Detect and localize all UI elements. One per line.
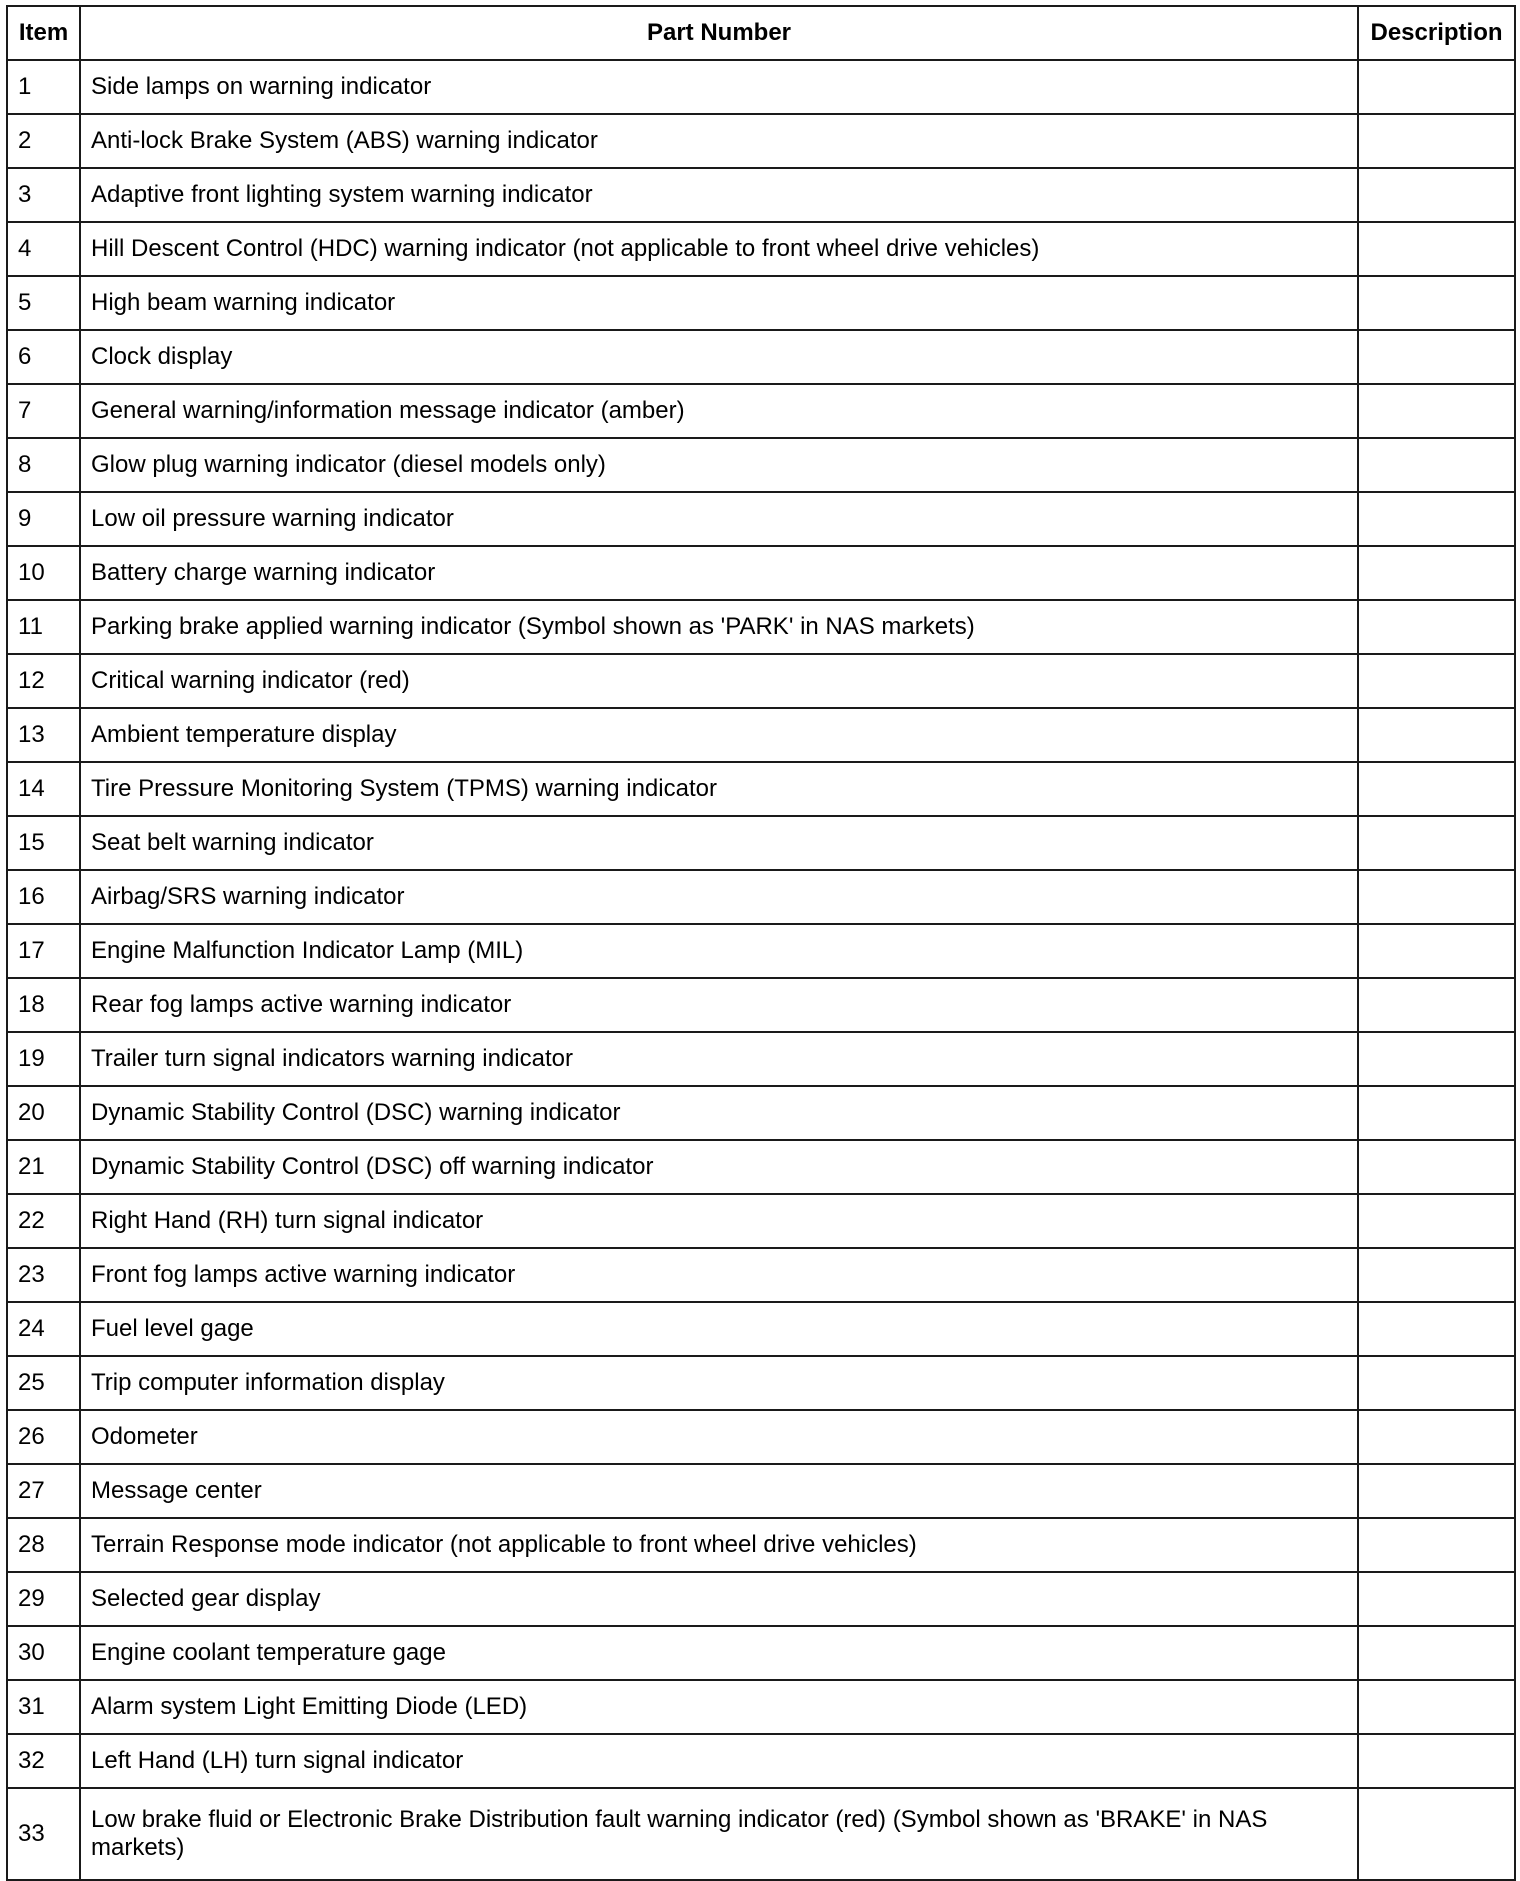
part-number-cell: Terrain Response mode indicator (not applicable to front wheel drive vehicles) — [80, 1518, 1358, 1572]
part-number-cell: General warning/information message indicator (amber) — [80, 384, 1358, 438]
item-number-cell: 13 — [7, 708, 80, 762]
document-page — [6, 5, 1514, 1881]
description-cell — [1358, 546, 1515, 600]
item-number-cell: 25 — [7, 1356, 80, 1410]
part-number-cell: Glow plug warning indicator (diesel models only) — [80, 438, 1358, 492]
item-number-cell: 30 — [7, 1626, 80, 1680]
item-number-cell: 23 — [7, 1248, 80, 1302]
description-cell — [1358, 330, 1515, 384]
table-row — [7, 1464, 1515, 1518]
description-cell — [1358, 1464, 1515, 1518]
table-row — [7, 546, 1515, 600]
table-row — [7, 60, 1515, 114]
item-number-cell: 9 — [7, 492, 80, 546]
table-row — [7, 1734, 1515, 1788]
part-number-cell: Right Hand (RH) turn signal indicator — [80, 1194, 1358, 1248]
table-row — [7, 1086, 1515, 1140]
item-number-cell: 16 — [7, 870, 80, 924]
column-header-item: Item — [7, 6, 80, 60]
part-number-cell: Trip computer information display — [80, 1356, 1358, 1410]
part-number-cell: Trailer turn signal indicators warning indicator — [80, 1032, 1358, 1086]
description-cell — [1358, 1356, 1515, 1410]
table-row — [7, 1680, 1515, 1734]
part-number-cell: Battery charge warning indicator — [80, 546, 1358, 600]
description-cell — [1358, 1734, 1515, 1788]
item-number-cell: 17 — [7, 924, 80, 978]
part-number-cell: Selected gear display — [80, 1572, 1358, 1626]
table-row — [7, 708, 1515, 762]
table-row — [7, 1572, 1515, 1626]
table-row — [7, 1356, 1515, 1410]
table-row — [7, 600, 1515, 654]
item-number-cell: 32 — [7, 1734, 80, 1788]
description-cell — [1358, 384, 1515, 438]
part-number-cell: Adaptive front lighting system warning indicator — [80, 168, 1358, 222]
item-number-cell: 2 — [7, 114, 80, 168]
table-row — [7, 114, 1515, 168]
item-number-cell: 33 — [7, 1788, 80, 1880]
item-number-cell: 21 — [7, 1140, 80, 1194]
item-number-cell: 11 — [7, 600, 80, 654]
description-cell — [1358, 60, 1515, 114]
table-row — [7, 276, 1515, 330]
table-row — [7, 168, 1515, 222]
item-number-cell: 8 — [7, 438, 80, 492]
item-number-cell: 6 — [7, 330, 80, 384]
description-cell — [1358, 924, 1515, 978]
item-number-cell: 20 — [7, 1086, 80, 1140]
table-row — [7, 1194, 1515, 1248]
part-number-cell: Left Hand (LH) turn signal indicator — [80, 1734, 1358, 1788]
table-row — [7, 1626, 1515, 1680]
item-number-cell: 19 — [7, 1032, 80, 1086]
table-row — [7, 1410, 1515, 1464]
description-cell — [1358, 168, 1515, 222]
part-number-cell: Dynamic Stability Control (DSC) off warning indicator — [80, 1140, 1358, 1194]
part-number-cell: Alarm system Light Emitting Diode (LED) — [80, 1680, 1358, 1734]
table-body — [7, 60, 1515, 1880]
item-number-cell: 12 — [7, 654, 80, 708]
part-number-cell: Side lamps on warning indicator — [80, 60, 1358, 114]
column-header-part-number: Part Number — [80, 6, 1358, 60]
part-number-cell: Low oil pressure warning indicator — [80, 492, 1358, 546]
part-number-cell: Clock display — [80, 330, 1358, 384]
part-number-cell: Dynamic Stability Control (DSC) warning indicator — [80, 1086, 1358, 1140]
table-row — [7, 222, 1515, 276]
description-cell — [1358, 978, 1515, 1032]
part-number-cell: Seat belt warning indicator — [80, 816, 1358, 870]
part-number-cell: Critical warning indicator (red) — [80, 654, 1358, 708]
table-row — [7, 870, 1515, 924]
table-row — [7, 762, 1515, 816]
item-number-cell: 28 — [7, 1518, 80, 1572]
part-number-cell: Ambient temperature display — [80, 708, 1358, 762]
item-number-cell: 18 — [7, 978, 80, 1032]
table-row — [7, 492, 1515, 546]
part-number-cell: Front fog lamps active warning indicator — [80, 1248, 1358, 1302]
column-header-description: Description — [1358, 6, 1515, 60]
description-cell — [1358, 1410, 1515, 1464]
description-cell — [1358, 870, 1515, 924]
description-cell — [1358, 222, 1515, 276]
table-row — [7, 1248, 1515, 1302]
item-number-cell: 31 — [7, 1680, 80, 1734]
item-number-cell: 10 — [7, 546, 80, 600]
description-cell — [1358, 1626, 1515, 1680]
table-row — [7, 1032, 1515, 1086]
parts-table — [6, 5, 1516, 1881]
part-number-cell: Airbag/SRS warning indicator — [80, 870, 1358, 924]
table-row — [7, 924, 1515, 978]
description-cell — [1358, 816, 1515, 870]
item-number-cell: 5 — [7, 276, 80, 330]
part-number-cell: Tire Pressure Monitoring System (TPMS) warning indicator — [80, 762, 1358, 816]
table-header-row — [7, 6, 1515, 60]
part-number-cell: Odometer — [80, 1410, 1358, 1464]
description-cell — [1358, 1302, 1515, 1356]
item-number-cell: 3 — [7, 168, 80, 222]
description-cell — [1358, 1572, 1515, 1626]
item-number-cell: 26 — [7, 1410, 80, 1464]
description-cell — [1358, 276, 1515, 330]
part-number-cell: Low brake fluid or Electronic Brake Distribution fault warning indicator (red) (Symbol shown as 'BRAKE' in NAS markets) — [80, 1788, 1358, 1880]
item-number-cell: 14 — [7, 762, 80, 816]
part-number-cell: High beam warning indicator — [80, 276, 1358, 330]
part-number-cell: Rear fog lamps active warning indicator — [80, 978, 1358, 1032]
description-cell — [1358, 1032, 1515, 1086]
table-row — [7, 1302, 1515, 1356]
item-number-cell: 24 — [7, 1302, 80, 1356]
description-cell — [1358, 1788, 1515, 1880]
description-cell — [1358, 438, 1515, 492]
table-row — [7, 978, 1515, 1032]
table-row — [7, 816, 1515, 870]
item-number-cell: 1 — [7, 60, 80, 114]
part-number-cell: Engine coolant temperature gage — [80, 1626, 1358, 1680]
description-cell — [1358, 1140, 1515, 1194]
description-cell — [1358, 1518, 1515, 1572]
table-row — [7, 1140, 1515, 1194]
description-cell — [1358, 114, 1515, 168]
item-number-cell: 22 — [7, 1194, 80, 1248]
description-cell — [1358, 762, 1515, 816]
description-cell — [1358, 1248, 1515, 1302]
description-cell — [1358, 600, 1515, 654]
description-cell — [1358, 654, 1515, 708]
description-cell — [1358, 492, 1515, 546]
part-number-cell: Message center — [80, 1464, 1358, 1518]
part-number-cell: Hill Descent Control (HDC) warning indicator (not applicable to front wheel drive vehicles) — [80, 222, 1358, 276]
table-row — [7, 384, 1515, 438]
part-number-cell: Anti-lock Brake System (ABS) warning indicator — [80, 114, 1358, 168]
table-row — [7, 438, 1515, 492]
item-number-cell: 29 — [7, 1572, 80, 1626]
description-cell — [1358, 1086, 1515, 1140]
table-row — [7, 654, 1515, 708]
description-cell — [1358, 1194, 1515, 1248]
item-number-cell: 15 — [7, 816, 80, 870]
description-cell — [1358, 1680, 1515, 1734]
part-number-cell: Parking brake applied warning indicator (Symbol shown as 'PARK' in NAS markets) — [80, 600, 1358, 654]
table-row — [7, 330, 1515, 384]
part-number-cell: Fuel level gage — [80, 1302, 1358, 1356]
item-number-cell: 4 — [7, 222, 80, 276]
table-row — [7, 1518, 1515, 1572]
item-number-cell: 27 — [7, 1464, 80, 1518]
description-cell — [1358, 708, 1515, 762]
table-row — [7, 1788, 1515, 1880]
part-number-cell: Engine Malfunction Indicator Lamp (MIL) — [80, 924, 1358, 978]
item-number-cell: 7 — [7, 384, 80, 438]
